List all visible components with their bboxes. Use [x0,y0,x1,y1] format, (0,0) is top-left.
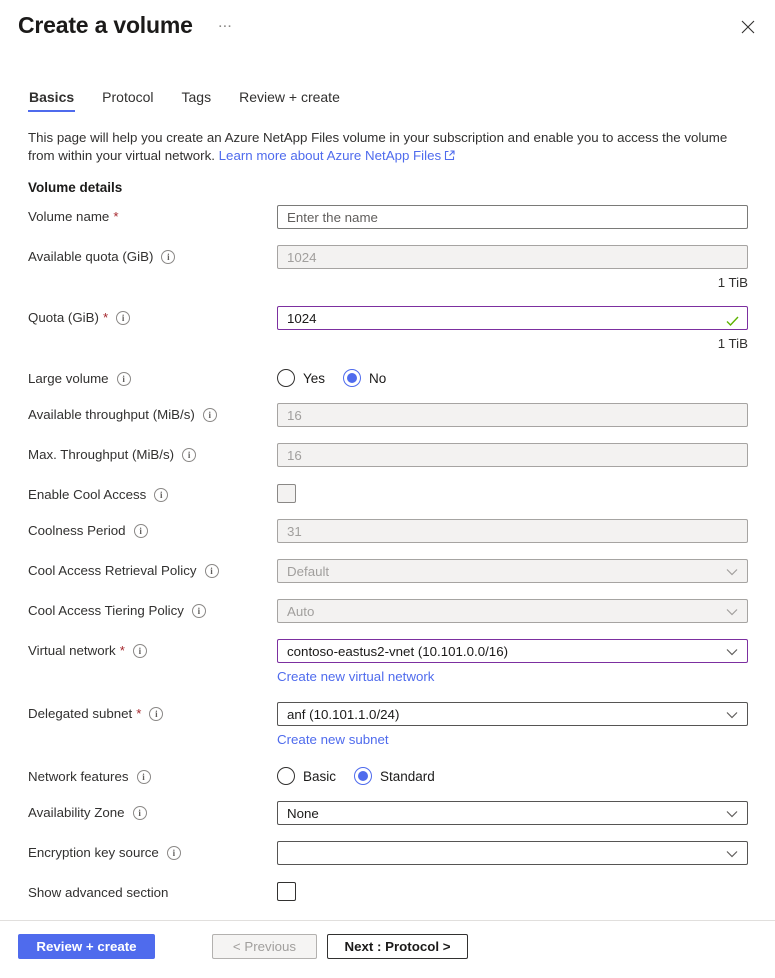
form-row-cool-access-retrieval-policy [28,559,748,583]
large-volume-no-radio[interactable]: No [343,369,386,387]
cool-access-retrieval-policy-dropdown: Default [277,559,748,583]
network-features-radio-group [277,765,748,785]
previous-button: < Previous [212,934,317,959]
quota-label: Quota (GiB) [28,310,99,325]
enable-cool-access-checkbox [277,484,296,503]
info-icon[interactable]: i [203,408,217,422]
form-row-max-throughput [28,443,748,467]
coolness-period-label: Coolness Period [28,523,126,538]
close-icon[interactable] [739,18,757,36]
chevron-down-icon [726,604,738,619]
info-icon[interactable]: i [117,372,131,386]
network-features-basic-radio[interactable]: Basic [277,767,336,785]
info-icon[interactable]: i [137,770,151,784]
chevron-down-icon [726,707,738,722]
radio-selected-icon [354,767,372,785]
info-icon[interactable]: i [134,524,148,538]
encryption-key-source-dropdown[interactable] [277,841,748,865]
availability-zone-label: Availability Zone [28,805,125,820]
dialog-header [0,0,775,39]
learn-more-link[interactable]: Learn more about Azure NetApp Files [218,148,442,163]
cool-access-tiering-policy-label: Cool Access Tiering Policy [28,603,184,618]
wizard-tabs [28,89,775,112]
large-volume-yes-radio[interactable]: Yes [277,369,325,387]
info-icon[interactable]: i [161,250,175,264]
info-icon[interactable]: i [116,311,130,325]
form-row-network-features [28,765,748,785]
show-advanced-section-checkbox[interactable] [277,882,296,901]
tab-basics[interactable]: Basics [28,89,75,112]
dialog-footer [0,920,775,978]
page-description [28,129,740,166]
volume-name-input[interactable] [277,205,748,229]
delegated-subnet-dropdown[interactable]: anf (10.101.1.0/24) [277,702,748,726]
available-throughput-input [277,403,748,427]
form-row-cool-access-tiering-policy [28,599,748,623]
large-volume-label: Large volume [28,371,109,386]
form-row-show-advanced-section [28,881,748,901]
form-row-enable-cool-access [28,483,748,503]
coolness-period-input [277,519,748,543]
chevron-down-icon [726,644,738,659]
section-title-volume-details: Volume details [28,180,123,195]
enable-cool-access-label: Enable Cool Access [28,487,147,502]
basics-form [28,205,748,901]
volume-name-label: Volume name [28,209,110,224]
radio-icon [277,369,295,387]
tab-tags[interactable]: Tags [181,89,212,105]
form-row-available-quota [28,245,748,290]
availability-zone-dropdown[interactable]: None [277,801,748,825]
radio-icon [277,767,295,785]
show-advanced-section-label: Show advanced section [28,885,169,900]
tab-review-create[interactable]: Review + create [239,89,340,105]
tab-protocol[interactable]: Protocol [102,89,154,105]
form-row-encryption-key-source [28,841,748,865]
valid-check-icon [726,313,739,331]
cool-access-tiering-policy-dropdown: Auto [277,599,748,623]
available-throughput-label: Available throughput (MiB/s) [28,407,195,422]
description-text: This page will help you create an Azure NetApp Files volume in your subscription and enable you to access the volume from within your virtual network. [28,130,728,163]
create-new-subnet-link[interactable]: Create new subnet [277,732,389,747]
chevron-down-icon [726,806,738,821]
radio-selected-icon [343,369,361,387]
form-row-virtual-network [28,639,748,686]
next-protocol-button[interactable]: Next : Protocol > [327,934,468,959]
required-asterisk: * [119,643,125,658]
quota-input[interactable] [277,306,748,330]
info-icon[interactable]: i [205,564,219,578]
available-quota-input [277,245,748,269]
form-row-large-volume [28,367,748,387]
network-features-standard-radio[interactable]: Standard [354,767,435,785]
create-new-virtual-network-link[interactable]: Create new virtual network [277,669,435,684]
form-row-available-throughput [28,403,748,427]
page-title: Create a volume [18,12,193,38]
form-row-delegated-subnet [28,702,748,749]
cool-access-retrieval-policy-label: Cool Access Retrieval Policy [28,563,197,578]
form-row-availability-zone [28,801,748,825]
chevron-down-icon [726,846,738,861]
required-asterisk: * [113,209,119,224]
available-quota-label: Available quota (GiB) [28,249,154,264]
encryption-key-source-label: Encryption key source [28,845,159,860]
virtual-network-dropdown[interactable]: contoso-eastus2-vnet (10.101.0.0/16) [277,639,748,663]
quota-hint: 1 TiB [717,336,748,351]
required-asterisk: * [136,706,142,721]
form-row-volume-name [28,205,748,229]
info-icon[interactable]: i [149,707,163,721]
info-icon[interactable]: i [133,644,147,658]
delegated-subnet-label: Delegated subnet [28,706,133,721]
info-icon[interactable]: i [154,488,168,502]
info-icon[interactable]: i [133,806,147,820]
large-volume-radio-group [277,367,748,387]
info-icon[interactable]: i [182,448,196,462]
required-asterisk: * [102,310,109,325]
more-options-icon[interactable]: ··· [218,21,233,33]
external-link-icon [444,149,455,164]
review-create-button[interactable]: Review + create [18,934,155,959]
max-throughput-input [277,443,748,467]
info-icon[interactable]: i [192,604,206,618]
virtual-network-label: Virtual network [28,643,116,658]
form-row-coolness-period [28,519,748,543]
max-throughput-label: Max. Throughput (MiB/s) [28,447,175,462]
info-icon[interactable]: i [167,846,181,860]
network-features-label: Network features [28,769,129,784]
chevron-down-icon [726,564,738,579]
form-row-quota [28,306,748,351]
available-quota-hint: 1 TiB [717,275,748,290]
